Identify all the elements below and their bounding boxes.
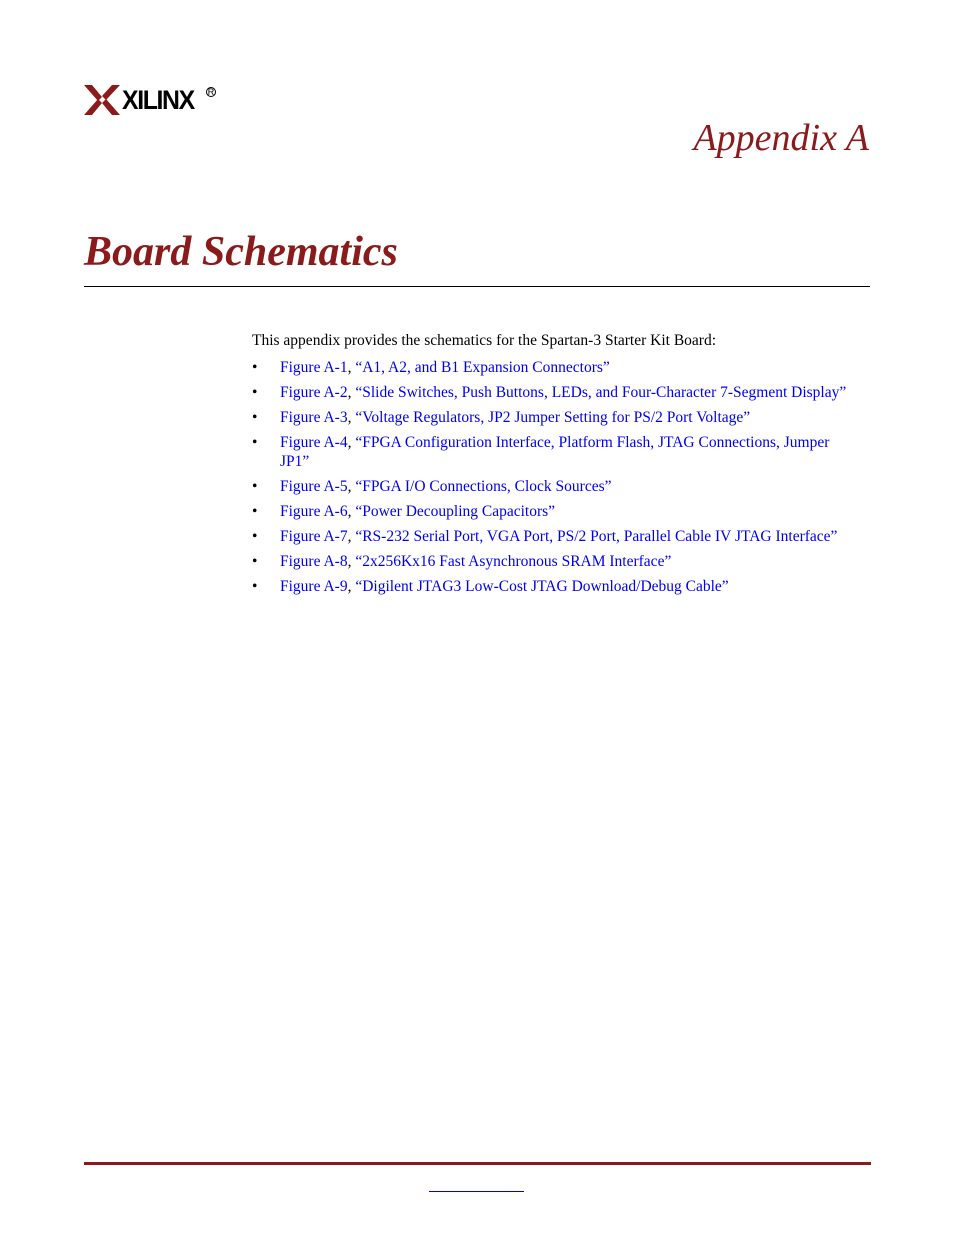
separator: ,: [347, 478, 356, 495]
appendix-label: Appendix A: [693, 117, 869, 159]
figure-caption-link[interactable]: “2x256Kx16 Fast Asynchronous SRAM Interface”: [355, 553, 672, 570]
figure-caption-link[interactable]: “Digilent JTAG3 Low-Cost JTAG Download/Debug Cable”: [355, 578, 729, 595]
list-item: [252, 577, 852, 596]
figure-link[interactable]: Figure A-5: [280, 478, 348, 495]
figure-caption-link[interactable]: “Slide Switches, Push Buttons, LEDs, and Four-Character 7-Segment Display”: [355, 384, 847, 401]
list-item: [252, 408, 852, 427]
separator: ,: [347, 384, 356, 401]
chapter-title: Board Schematics: [84, 229, 398, 275]
list-item: [252, 383, 852, 402]
list-item: [252, 552, 852, 571]
figure-caption-link[interactable]: “FPGA Configuration Interface, Platform Flash, JTAG Connections, Jumper JP1”: [280, 434, 830, 470]
figure-link[interactable]: Figure A-8: [280, 553, 348, 570]
body-content: [252, 331, 852, 602]
figure-link[interactable]: Figure A-7: [280, 528, 348, 545]
separator: ,: [347, 578, 356, 595]
figure-link[interactable]: Figure A-4: [280, 434, 348, 451]
bullet-icon: •: [252, 434, 258, 451]
figure-link[interactable]: Figure A-9: [280, 578, 348, 595]
list-item: [252, 358, 852, 377]
footer-link[interactable]: [429, 1191, 524, 1192]
separator: ,: [347, 434, 356, 451]
list-item: [252, 477, 852, 496]
figure-caption-link[interactable]: “RS-232 Serial Port, VGA Port, PS/2 Port, Parallel Cable IV JTAG Interface”: [355, 528, 838, 545]
figure-caption-link[interactable]: “Voltage Regulators, JP2 Jumper Setting for PS/2 Port Voltage”: [355, 409, 751, 426]
bullet-icon: •: [252, 384, 258, 401]
xilinx-logo: [84, 82, 215, 118]
bullet-icon: •: [252, 478, 258, 495]
title-divider: [84, 286, 870, 287]
logo-wordmark: XILINX: [122, 85, 194, 115]
figure-link[interactable]: Figure A-3: [280, 409, 348, 426]
bullet-icon: •: [252, 503, 258, 520]
figure-list: [252, 358, 852, 596]
figure-caption-link[interactable]: “Power Decoupling Capacitors”: [355, 503, 556, 520]
separator: ,: [347, 553, 356, 570]
separator: ,: [347, 359, 356, 376]
figure-caption-link[interactable]: “FPGA I/O Connections, Clock Sources”: [355, 478, 612, 495]
list-item: [252, 502, 852, 521]
bullet-icon: •: [252, 409, 258, 426]
registered-mark: R: [207, 87, 215, 97]
figure-caption-link[interactable]: “A1, A2, and B1 Expansion Connectors”: [355, 359, 610, 376]
bullet-icon: •: [252, 553, 258, 570]
separator: ,: [347, 503, 356, 520]
separator: ,: [347, 528, 356, 545]
intro-paragraph: This appendix provides the schematics for the Spartan-3 Starter Kit Board:: [252, 332, 717, 349]
separator: ,: [347, 409, 356, 426]
figure-link[interactable]: Figure A-1: [280, 359, 348, 376]
footer-divider: [84, 1162, 871, 1165]
xilinx-x-mark-icon: [84, 83, 120, 117]
figure-link[interactable]: Figure A-2: [280, 384, 348, 401]
list-item: [252, 527, 852, 546]
bullet-icon: •: [252, 528, 258, 545]
bullet-icon: •: [252, 578, 258, 595]
bullet-icon: •: [252, 359, 258, 376]
list-item: [252, 433, 852, 471]
figure-link[interactable]: Figure A-6: [280, 503, 348, 520]
